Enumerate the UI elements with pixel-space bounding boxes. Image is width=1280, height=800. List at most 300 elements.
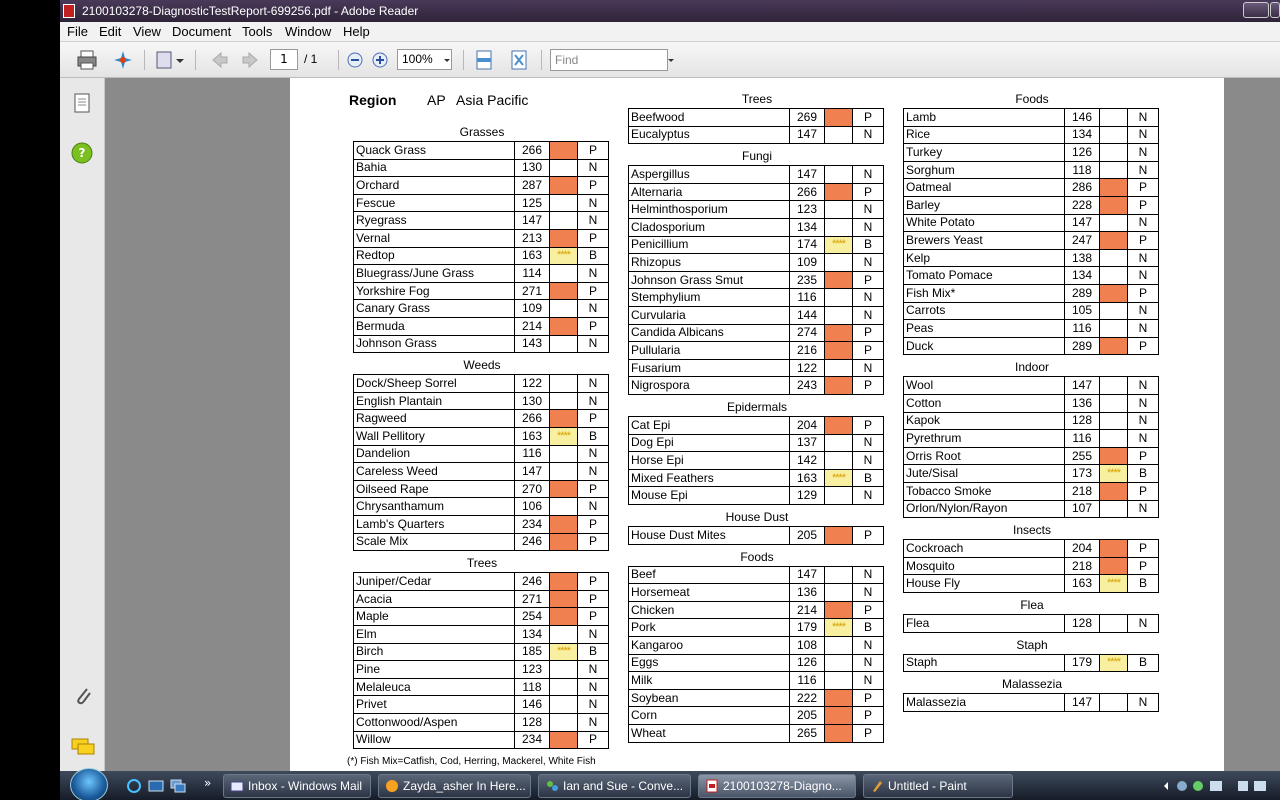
table-row xyxy=(629,584,884,602)
result-bar xyxy=(1100,284,1128,302)
result-code: P xyxy=(853,377,884,395)
result-bar xyxy=(1100,109,1128,127)
result-bar xyxy=(550,212,578,230)
allergen-name: Duck xyxy=(904,337,1065,355)
allergen-score: 179 xyxy=(1065,654,1100,672)
result-code: N xyxy=(578,194,609,212)
allergen-name: Scale Mix xyxy=(354,533,515,551)
result-bar xyxy=(825,109,853,127)
allergen-score: 123 xyxy=(790,201,825,219)
allergen-score: 125 xyxy=(515,194,550,212)
result-bar xyxy=(1100,540,1128,558)
allergen-score: 163 xyxy=(1065,575,1100,593)
allergen-name: Pyrethrum xyxy=(904,430,1065,448)
table-row xyxy=(629,109,884,127)
table-row xyxy=(354,300,609,318)
result-bar xyxy=(825,689,853,707)
taskbar-label: 2100103278-Diagno... xyxy=(723,779,842,793)
result-code: N xyxy=(853,672,884,690)
page-total: / 1 xyxy=(304,52,318,66)
result-code: N xyxy=(1128,615,1159,633)
result-code: P xyxy=(578,142,609,160)
table-row xyxy=(354,212,609,230)
section-title: Insects xyxy=(1012,523,1051,538)
menu-document[interactable]: Document xyxy=(172,24,232,39)
result-code: N xyxy=(1128,394,1159,412)
table-row xyxy=(904,557,1159,575)
allergen-name: Sorghum xyxy=(904,161,1065,179)
allergen-score: 205 xyxy=(790,527,825,545)
allergen-score: 114 xyxy=(515,265,550,283)
table-row xyxy=(354,427,609,445)
paint-icon xyxy=(870,779,884,793)
allergen-name: Helminthosporium xyxy=(629,201,790,219)
result-bar xyxy=(825,487,853,505)
section-title: Flea xyxy=(1020,598,1044,612)
result-bar xyxy=(1100,179,1128,197)
allergen-name: Oilseed Rape xyxy=(354,480,515,498)
allergen-score: 246 xyxy=(515,533,550,551)
allergen-table xyxy=(628,416,884,505)
allergen-name: Bermuda xyxy=(354,317,515,335)
table-row xyxy=(629,306,884,324)
result-code: N xyxy=(578,678,609,696)
start-button[interactable] xyxy=(70,768,108,800)
allergen-score: 163 xyxy=(515,427,550,445)
result-code: N xyxy=(578,212,609,230)
allergen-score: 271 xyxy=(515,282,550,300)
section-title: Indoor xyxy=(1014,360,1050,375)
table-row xyxy=(354,335,609,353)
menu-bar xyxy=(60,22,1280,42)
result-code: N xyxy=(1128,377,1159,395)
table-row xyxy=(904,267,1159,285)
document-viewer[interactable] xyxy=(105,78,1280,771)
taskbar-adobe-reader[interactable] xyxy=(698,774,856,798)
allergen-score: 106 xyxy=(515,498,550,516)
result-bar xyxy=(1100,500,1128,518)
allergen-table xyxy=(903,539,1159,593)
table-row xyxy=(904,540,1159,558)
table-row xyxy=(354,480,609,498)
quicklaunch-overflow[interactable]: » xyxy=(204,776,212,790)
result-code: B xyxy=(1128,575,1159,593)
allergen-name: Lamb xyxy=(904,109,1065,127)
table-row xyxy=(904,126,1159,144)
result-code: P xyxy=(853,342,884,360)
table-row xyxy=(904,412,1159,430)
allergen-name: Willow xyxy=(354,731,515,749)
allergen-name: Rhizopus xyxy=(629,254,790,272)
table-row xyxy=(904,144,1159,162)
result-code: P xyxy=(578,533,609,551)
allergen-name: Redtop xyxy=(354,247,515,265)
menu-tools[interactable]: Tools xyxy=(242,24,273,39)
allergen-score: 126 xyxy=(1065,144,1100,162)
attachment-icon[interactable] xyxy=(72,684,94,708)
menu-help[interactable]: Help xyxy=(343,24,370,39)
switch-windows-icon[interactable] xyxy=(170,779,186,793)
allergen-name: Penicillium xyxy=(629,236,790,254)
result-code: P xyxy=(1128,447,1159,465)
allergen-score: 173 xyxy=(1065,465,1100,483)
result-code: N xyxy=(853,636,884,654)
table-row xyxy=(629,707,884,725)
table-row xyxy=(354,515,609,533)
result-bar xyxy=(825,324,853,342)
result-code: N xyxy=(578,335,609,353)
result-code: P xyxy=(1128,557,1159,575)
result-bar xyxy=(1100,377,1128,395)
allergen-score: 205 xyxy=(790,707,825,725)
table-row xyxy=(629,377,884,395)
result-bar xyxy=(550,696,578,714)
allergen-name: Barley xyxy=(904,196,1065,214)
allergen-table xyxy=(903,108,1159,355)
result-code: N xyxy=(578,661,609,679)
allergen-name: Careless Weed xyxy=(354,463,515,481)
fit-page-icon[interactable] xyxy=(509,49,529,71)
result-bar xyxy=(1100,126,1128,144)
allergen-score: 147 xyxy=(1065,214,1100,232)
allergen-name: Johnson Grass Smut xyxy=(629,271,790,289)
allergen-score: 144 xyxy=(790,306,825,324)
allergen-score: 163 xyxy=(790,469,825,487)
show-desktop-icon[interactable] xyxy=(148,779,164,793)
result-code: B xyxy=(1128,654,1159,672)
table-row xyxy=(904,161,1159,179)
allergen-name: Cotton xyxy=(904,394,1065,412)
allergen-score: 228 xyxy=(1065,196,1100,214)
result-code: N xyxy=(853,434,884,452)
table-row xyxy=(629,724,884,742)
toolbar-separator xyxy=(195,50,196,70)
taskbar-windows-mail[interactable] xyxy=(223,774,371,798)
table-row xyxy=(629,566,884,584)
table-row xyxy=(904,447,1159,465)
result-code: N xyxy=(578,300,609,318)
result-code: N xyxy=(578,392,609,410)
result-code: N xyxy=(1128,430,1159,448)
allergen-name: Pork xyxy=(629,619,790,637)
pages-icon[interactable] xyxy=(72,92,92,114)
result-bar xyxy=(825,306,853,324)
region-name: Asia Pacific xyxy=(456,92,529,108)
chevron-down-icon[interactable] xyxy=(442,49,452,71)
result-code: P xyxy=(578,229,609,247)
result-bar xyxy=(825,289,853,307)
taskbar-paint[interactable] xyxy=(863,774,1013,798)
result-code: P xyxy=(853,324,884,342)
minimize-button[interactable] xyxy=(1243,2,1269,18)
table-row xyxy=(904,109,1159,127)
result-code: N xyxy=(1128,126,1159,144)
chevron-down-icon[interactable] xyxy=(666,49,676,71)
allergen-score: 289 xyxy=(1065,284,1100,302)
result-code: B xyxy=(578,643,609,661)
result-bar xyxy=(550,392,578,410)
table-row xyxy=(354,573,609,591)
allergen-name: Tobacco Smoke xyxy=(904,482,1065,500)
table-row xyxy=(629,417,884,435)
allergen-name: Cottonwood/Aspen xyxy=(354,713,515,731)
taskbar-label: Ian and Sue - Conve... xyxy=(563,779,684,793)
find-input[interactable]: Find xyxy=(550,49,668,71)
allergen-score: 116 xyxy=(790,672,825,690)
result-code: N xyxy=(1128,320,1159,338)
result-code: N xyxy=(578,375,609,393)
result-code: N xyxy=(853,289,884,307)
allergen-name: Cockroach xyxy=(904,540,1065,558)
allergen-score: 270 xyxy=(515,480,550,498)
menu-view[interactable]: View xyxy=(133,24,161,39)
allergen-name: Lamb's Quarters xyxy=(354,515,515,533)
menu-file[interactable]: File xyxy=(67,24,88,39)
table-row xyxy=(354,590,609,608)
table-row xyxy=(629,619,884,637)
table-row xyxy=(354,731,609,749)
table-row xyxy=(904,430,1159,448)
allergen-name: White Potato xyxy=(904,214,1065,232)
result-bar xyxy=(550,177,578,195)
allergen-score: 116 xyxy=(1065,430,1100,448)
allergen-name: Fescue xyxy=(354,194,515,212)
table-row xyxy=(904,284,1159,302)
result-bar xyxy=(1100,232,1128,250)
title-bar xyxy=(60,0,1280,22)
table-row xyxy=(629,218,884,236)
result-code: N xyxy=(853,306,884,324)
allergen-score: 109 xyxy=(790,254,825,272)
allergen-score: 255 xyxy=(1065,447,1100,465)
result-bar xyxy=(1100,337,1128,355)
result-code: N xyxy=(853,566,884,584)
result-code: N xyxy=(853,218,884,236)
allergen-name: Pine xyxy=(354,661,515,679)
result-code: N xyxy=(578,696,609,714)
result-bar: **** xyxy=(825,236,853,254)
allergen-name: Johnson Grass xyxy=(354,335,515,353)
allergen-score: 128 xyxy=(1065,615,1100,633)
result-bar xyxy=(825,654,853,672)
result-bar xyxy=(550,463,578,481)
allergen-name: Milk xyxy=(629,672,790,690)
result-bar xyxy=(1100,144,1128,162)
svg-text:?: ? xyxy=(78,146,86,160)
result-code: N xyxy=(853,452,884,470)
messenger-icon xyxy=(385,779,399,793)
comments-icon[interactable] xyxy=(70,736,96,758)
result-bar xyxy=(550,445,578,463)
result-code: P xyxy=(1128,337,1159,355)
result-code: N xyxy=(1128,109,1159,127)
mail-icon xyxy=(230,779,244,793)
allergen-score: 174 xyxy=(790,236,825,254)
allergen-name: Wheat xyxy=(629,724,790,742)
allergen-name: Dog Epi xyxy=(629,434,790,452)
menu-edit[interactable]: Edit xyxy=(99,24,122,39)
allergen-score: 107 xyxy=(1065,500,1100,518)
select-tool-icon[interactable] xyxy=(155,49,185,71)
result-code: N xyxy=(1128,500,1159,518)
allergen-score: 204 xyxy=(790,417,825,435)
fit-width-icon[interactable] xyxy=(474,49,494,71)
next-page-icon[interactable] xyxy=(240,49,260,71)
allergen-name: Ryegrass xyxy=(354,212,515,230)
allergen-score: 274 xyxy=(790,324,825,342)
result-code: P xyxy=(1128,179,1159,197)
result-code: N xyxy=(1128,302,1159,320)
internet-explorer-icon[interactable] xyxy=(126,779,142,793)
result-code: P xyxy=(578,515,609,533)
allergen-score: 289 xyxy=(1065,337,1100,355)
table-row xyxy=(629,601,884,619)
table-row xyxy=(629,452,884,470)
allergen-name: Beef xyxy=(629,566,790,584)
result-bar xyxy=(825,417,853,435)
taskbar-label: Zayda_asher In Here... xyxy=(403,779,526,793)
result-bar xyxy=(1100,161,1128,179)
result-bar xyxy=(550,573,578,591)
section-title: Foods xyxy=(740,549,774,564)
toolbar-separator xyxy=(463,50,464,70)
allergen-name: Horse Epi xyxy=(629,452,790,470)
result-code: N xyxy=(578,445,609,463)
allergen-table xyxy=(903,693,1159,712)
allergen-name: Melaleuca xyxy=(354,678,515,696)
taskbar-label: Untitled - Paint xyxy=(888,779,967,793)
print-icon[interactable] xyxy=(76,49,98,71)
allergen-score: 271 xyxy=(515,590,550,608)
result-bar xyxy=(550,300,578,318)
result-bar xyxy=(550,731,578,749)
allergen-score: 266 xyxy=(515,142,550,160)
allergen-score: 129 xyxy=(790,487,825,505)
result-code: N xyxy=(1128,161,1159,179)
result-bar xyxy=(550,335,578,353)
result-bar xyxy=(1100,196,1128,214)
result-code: P xyxy=(578,590,609,608)
result-bar xyxy=(550,590,578,608)
result-bar: **** xyxy=(550,427,578,445)
previous-page-icon[interactable] xyxy=(210,49,230,71)
allergen-name: Fusarium xyxy=(629,359,790,377)
result-code: P xyxy=(578,282,609,300)
zoom-out-icon[interactable] xyxy=(346,49,364,71)
menu-window[interactable]: Window xyxy=(285,24,332,39)
result-code: N xyxy=(853,584,884,602)
result-bar xyxy=(550,608,578,626)
help-icon[interactable] xyxy=(71,142,93,164)
result-code: P xyxy=(853,724,884,742)
result-code: N xyxy=(853,654,884,672)
allergen-name: Yorkshire Fog xyxy=(354,282,515,300)
table-row xyxy=(629,487,884,505)
allergen-score: 128 xyxy=(515,713,550,731)
table-row xyxy=(354,661,609,679)
allergen-name: Rice xyxy=(904,126,1065,144)
result-code: N xyxy=(578,463,609,481)
allergen-score: 222 xyxy=(790,689,825,707)
table-row xyxy=(904,214,1159,232)
allergen-name: House Fly xyxy=(904,575,1065,593)
allergen-score: 116 xyxy=(515,445,550,463)
result-bar xyxy=(550,282,578,300)
taskbar-label: Inbox - Windows Mail xyxy=(248,779,363,793)
result-code: P xyxy=(853,707,884,725)
table-row xyxy=(354,375,609,393)
result-code: N xyxy=(1128,267,1159,285)
allergen-name: Tomato Pomace xyxy=(904,267,1065,285)
table-row xyxy=(629,271,884,289)
result-code: P xyxy=(578,573,609,591)
result-bar xyxy=(825,584,853,602)
taskbar-messenger[interactable] xyxy=(378,774,531,798)
table-row xyxy=(629,654,884,672)
result-bar xyxy=(550,480,578,498)
allergen-name: Fish Mix* xyxy=(904,284,1065,302)
toolbar-separator xyxy=(144,50,145,70)
result-code: N xyxy=(853,359,884,377)
result-bar xyxy=(825,636,853,654)
allergen-score: 147 xyxy=(515,212,550,230)
allergen-name: Candida Albicans xyxy=(629,324,790,342)
allergen-name: Staph xyxy=(904,654,1065,672)
screen xyxy=(60,0,1280,800)
allergen-score: 147 xyxy=(515,463,550,481)
result-bar: **** xyxy=(550,643,578,661)
allergen-name: English Plantain xyxy=(354,392,515,410)
allergen-name: Acacia xyxy=(354,590,515,608)
page-number-input[interactable]: 1 xyxy=(270,49,298,70)
table-row xyxy=(629,201,884,219)
taskbar-conversation[interactable] xyxy=(538,774,691,798)
maximize-button[interactable] xyxy=(1270,2,1280,18)
section-title: Weeds xyxy=(463,358,501,373)
allergen-table xyxy=(628,108,884,144)
table-row xyxy=(354,713,609,731)
result-code: P xyxy=(1128,482,1159,500)
table-row xyxy=(904,337,1159,355)
table-row xyxy=(354,317,609,335)
allergen-name: Bahia xyxy=(354,159,515,177)
footnote: (*) Fish Mix=Catfish, Cod, Herring, Mackerel, White Fish xyxy=(347,756,596,767)
allergen-name: Eucalyptus xyxy=(629,126,790,144)
result-code: N xyxy=(578,159,609,177)
result-code: P xyxy=(853,689,884,707)
result-bar xyxy=(550,159,578,177)
allergen-name: Peas xyxy=(904,320,1065,338)
result-bar xyxy=(1100,447,1128,465)
table-row xyxy=(629,636,884,654)
zoom-level-input[interactable]: 100% xyxy=(397,49,452,70)
allergen-name: Stemphylium xyxy=(629,289,790,307)
allergen-score: 138 xyxy=(1065,249,1100,267)
allergen-table xyxy=(353,572,609,749)
allergen-score: 204 xyxy=(1065,540,1100,558)
table-row xyxy=(354,159,609,177)
zoom-in-icon[interactable] xyxy=(371,49,389,71)
result-bar xyxy=(1100,214,1128,232)
allergen-name: Malassezia xyxy=(904,694,1065,712)
toolbar-separator xyxy=(541,50,542,70)
allergen-score: 147 xyxy=(790,166,825,184)
allergen-score: 243 xyxy=(790,377,825,395)
section-title: House Dust xyxy=(725,510,789,524)
collaborate-icon[interactable] xyxy=(112,49,134,71)
table-row xyxy=(354,608,609,626)
tray-icons[interactable] xyxy=(1162,779,1272,793)
